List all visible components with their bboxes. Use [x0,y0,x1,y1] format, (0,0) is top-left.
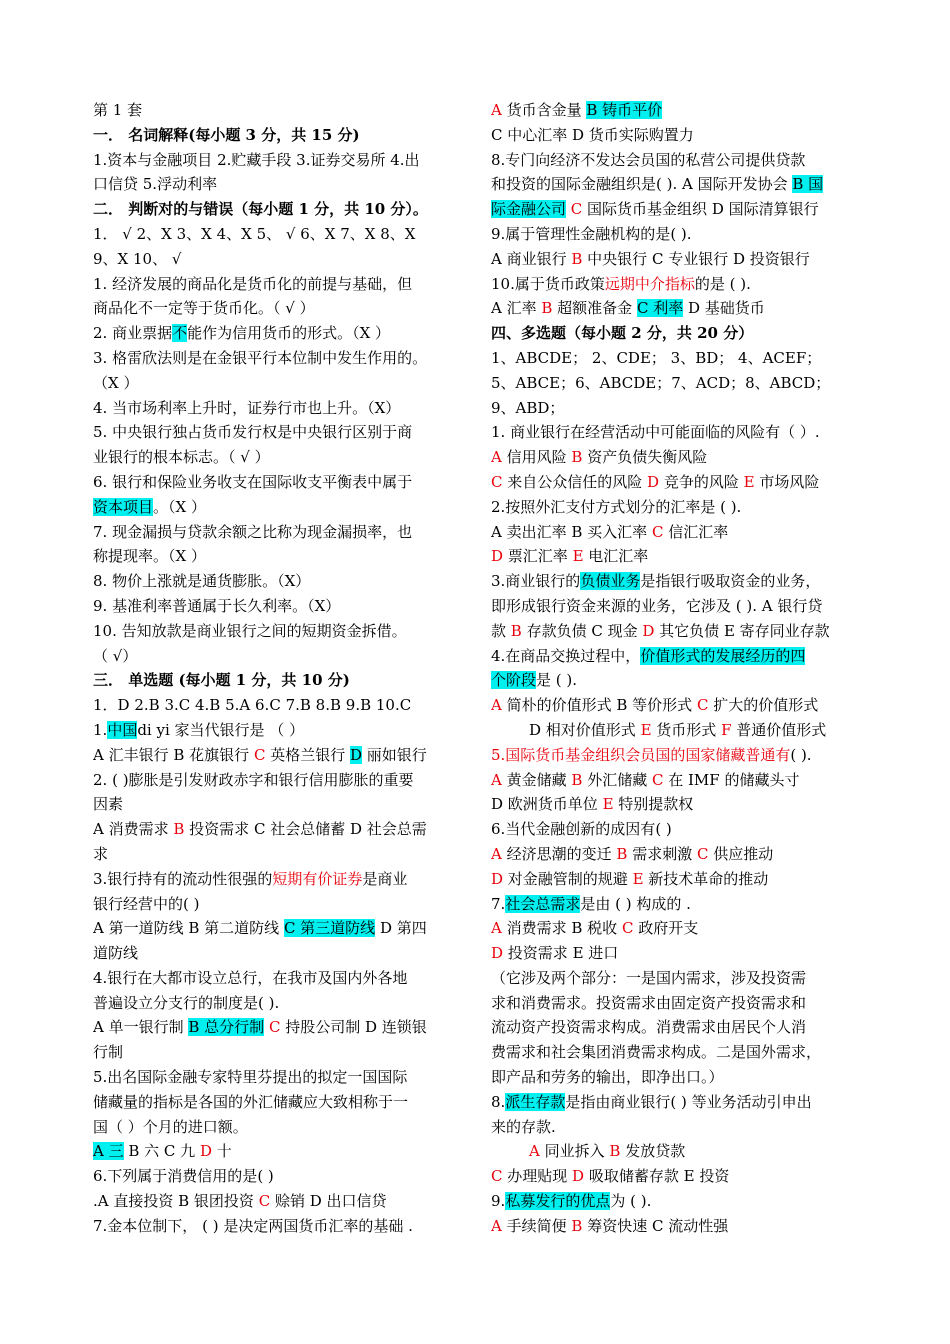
line-text: C 中心汇率 D 货币实际购置力 [491,125,694,144]
text-line [93,594,468,619]
line-text: 存款负债 C 现金 [521,621,643,640]
red-text: C [253,745,266,764]
highlighted-text: 派生存款 [505,1092,566,1111]
highlighted-text: 价值形式的发展经历的四 [640,646,806,665]
text-line [491,371,871,396]
line-text: 1. 经济发展的商品化是货币化的前提与基础，但 [93,274,413,293]
highlighted-text: 社会总需求 [505,894,581,913]
line-text: 9. [491,1192,506,1211]
text-line [93,148,468,173]
text-line [93,222,468,247]
red-text: C [696,844,709,863]
text-line [93,1164,468,1189]
line-text: 6. 银行和保险业务收支在国际收支平衡表中属于 [93,472,413,491]
text-line [93,1090,468,1115]
red-text: E [572,547,584,566]
text-line [491,668,871,693]
line-text: 4. 当市场利率上升时，证券行市也上升。（X） [93,398,401,417]
red-text: B [571,1216,583,1235]
text-line [93,1115,468,1140]
line-text: 丽如银行 [362,745,427,764]
text-line [491,247,871,272]
text-line [93,916,468,941]
red-text: A [491,101,502,119]
highlighted-text: B 总分行制 [188,1018,265,1037]
line-text: 投资需求 E 进口 [503,944,619,963]
text-line [93,321,468,346]
line-text: 因素 [93,795,124,814]
line-text: 的是 ( ). [694,274,751,293]
red-text: D [491,869,504,888]
text-line [491,594,871,619]
line-text: 是 ( ). [536,671,578,690]
text-line [93,98,468,123]
red-text: C [491,1167,503,1186]
text-line [93,867,468,892]
line-text: 10. 告知放款是商业银行之间的短期资金拆借。 [93,621,407,640]
line-text: .A 直接投资 B 银团投资 [93,1192,259,1211]
highlighted-text: 私募发行的优点 [505,1192,611,1211]
text-line [491,792,871,817]
red-text: E [743,472,755,491]
text-line [93,792,468,817]
red-text: E [640,720,652,739]
red-text: C [621,919,634,938]
text-line [93,371,468,396]
red-text: A [529,1142,540,1161]
text-line [93,718,468,743]
line-text: （X ） [93,373,139,392]
highlighted-text: B 铸币平价 [586,101,663,119]
red-text: B [609,1142,621,1161]
red-text: D [642,621,655,640]
text-line [93,644,468,669]
red-text: B [571,249,583,268]
line-text: 新技术革命的推动 [643,869,769,888]
line-text: 是商业 [362,869,408,888]
red-text: A [491,696,502,715]
text-line [491,867,871,892]
line-text: 。（X ） [153,497,206,516]
line-text: A 单一银行制 [93,1018,189,1037]
line-text: 6.下列属于消费信用的是( ) [93,1167,274,1186]
text-line [491,1015,871,1040]
line-text: 费需求和社会集团消费需求构成。二是国外需求， [491,1043,822,1062]
line-text: 5. 中央银行独占货币发行权是中央银行区别于商 [93,423,413,442]
text-line [491,569,871,594]
red-text: 远期中介指标 [604,274,695,293]
text-line [491,346,871,371]
text-line [491,743,871,768]
red-text: A [491,919,502,938]
red-text: 短期有价证券 [272,869,363,888]
line-text: A 汇丰银行 B 花旗银行 [93,745,254,764]
line-text: 其它负债 E 寄存同业存款 [654,621,830,640]
text-line [491,817,871,842]
text-line [93,768,468,793]
text-line [93,619,468,644]
line-text: 简朴的价值形式 B 等价形式 [501,696,697,715]
text-line [93,1040,468,1065]
text-line [491,272,871,297]
right-column [491,98,871,1239]
line-text: 来的存款. [491,1117,556,1136]
left-column [93,98,468,1239]
text-line [93,272,468,297]
line-text: 1． √ 2、X 3、X 4、X 5、 √ 6、X 7、X 8、X [93,224,416,243]
line-text: 8. 物价上涨就是通货膨胀。（X） [93,572,311,591]
line-text: A 卖出汇率 B 买入汇率 [491,522,652,541]
text-line [93,991,468,1016]
line-text: 3. 格雷欣法则是在金银平行本位制中发生作用的。 [93,348,428,367]
text-line [93,966,468,991]
line-text: 是由 ( ) 构成的 . [580,894,691,913]
line-text: 资产负债失衡风险 [582,448,708,467]
highlighted-text: A 三 [93,1142,124,1161]
highlighted-text: 个阶段 [491,671,537,690]
line-text: 8. [491,1092,506,1111]
highlighted-text: 负债业务 [580,572,641,591]
red-text: C [258,1192,271,1211]
line-text: 外汇储藏 [582,770,652,789]
text-line [491,396,871,421]
text-line [93,172,468,197]
line-text: 一． 名词解释(每小题 3 分，共 15 分) [93,125,360,144]
line-text: 投资需求 C 社会总储蓄 D 社会总需 [184,820,427,839]
text-line [93,346,468,371]
text-line [491,693,871,718]
line-text: 1．D 2.B 3.C 4.B 5.A 6.C 7.B 8.B 9.B 10.C [93,696,412,715]
red-text: B [541,299,553,318]
line-text: 1. [93,720,108,739]
line-text: 第 1 套 [93,101,143,119]
text-line [491,445,871,470]
line-text: 求 [93,844,109,863]
line-text: 国际货币基金组织 D 国际清算银行 [582,200,819,219]
text-line [491,222,871,247]
line-text: 能作为信用货币的形式。（X ） [187,324,391,343]
red-text: C [651,770,664,789]
red-text: B [616,844,628,863]
section-heading [93,197,468,222]
line-text: 普遍设立分支行的制度是( ). [93,993,280,1012]
line-text: 9.属于管理性金融机构的是( ). [491,224,692,243]
line-text: 5、ABCE；6、ABCDE；7、ACD；8、ABCD； [491,373,831,392]
line-text: ( ). [790,745,812,764]
line-text: 3.银行持有的流动性很强的 [93,869,273,888]
text-line [491,1164,871,1189]
line-text: 在 IMF 的储藏头寸 [663,770,800,789]
line-text: 票汇汇率 [503,547,573,566]
text-line [491,123,871,148]
text-line [491,495,871,520]
red-text: E [602,795,614,814]
text-line [491,197,871,222]
red-text: D [199,1142,212,1161]
highlighted-text: 中国 [107,720,138,739]
line-text: di yi 家当代银行是 （ ） [137,720,305,739]
red-text: A [491,448,502,467]
text-line [491,470,871,495]
line-text: D 欧洲货币单位 [491,795,603,814]
line-text: 商品化不一定等于货币化。（ √ ） [93,299,315,318]
red-text: F [721,720,732,739]
line-text: B 六 C 九 [123,1142,200,1161]
highlighted-text: 不 [172,324,188,343]
red-text: C [696,696,709,715]
text-line [93,396,468,421]
line-text: 业银行的根本标志。（ √ ） [93,448,270,467]
line-text: （ √） [93,646,138,665]
section-heading [93,668,468,693]
line-text: 四、多选题（每小题 2 分，共 20 分） [491,324,754,343]
text-line [491,842,871,867]
line-text: 三． 单选题 (每小题 1 分，共 10 分) [93,671,350,690]
text-line [491,892,871,917]
red-text: C [491,472,503,491]
line-text: 即形成银行资金来源的业务，它涉及 ( ). A 银行贷 [491,596,823,615]
line-text: 是指银行吸取资金的业务， [640,572,821,591]
line-text: 电汇汇率 [583,547,649,566]
line-text: 发放贷款 [620,1142,686,1161]
red-text: A [491,844,502,863]
line-text: 7. 现金漏损与贷款余额之比称为现金漏损率，也 [93,522,413,541]
red-text: D [491,944,504,963]
text-line [93,817,468,842]
line-text: 7. [491,894,506,913]
line-text: 信汇汇率 [663,522,729,541]
line-text: 4.在商品交换过程中， [491,646,641,665]
line-text: 5.出名国际金融专家特里芬提出的拟定一国国际 [93,1068,408,1087]
text-line [93,445,468,470]
line-text: 8.专门向经济不发达会员国的私营公司提供贷款 [491,150,806,169]
line-text: 持股公司制 D 连锁银 [280,1018,427,1037]
line-text: 1、ABCDE； 2、CDE； 3、BD； 4、ACEF； [491,348,822,367]
red-text: 5.国际货币基金组织会员国的国家储藏普通有 [491,745,791,764]
line-text: 市场风险 [754,472,820,491]
line-text: 国（ ）个月的进口额。 [93,1117,248,1136]
line-text: 扩大的价值形式 [708,696,819,715]
line-text: （它涉及两个部分：一是国内需求，涉及投资需 [491,968,807,987]
line-text: 供应推动 [708,844,774,863]
line-text: 3.商业银行的 [491,572,581,591]
line-text: 特别提款权 [613,795,694,814]
line-text: 黄金储藏 [501,770,572,789]
text-line [93,296,468,321]
text-line [491,148,871,173]
text-line [491,991,871,1016]
section-heading [93,123,468,148]
line-text: 银行经营中的( ) [93,894,200,913]
line-text: A 消费需求 [93,820,174,839]
text-line [491,98,871,123]
line-text: 2. ( )膨胀是引发财政赤字和银行信用膨胀的重要 [93,770,414,789]
text-line [93,1139,468,1164]
text-line [491,1065,871,1090]
line-text: 竞争的风险 [659,472,744,491]
line-text: A 汇率 [491,299,542,318]
text-line [491,941,871,966]
line-text: 为 ( ). [610,1192,652,1211]
text-line [491,296,871,321]
text-line [93,247,468,272]
text-line [491,916,871,941]
red-text: B [571,448,583,467]
line-text: 货币含金量 [501,101,587,119]
red-text: B [173,820,185,839]
text-line [93,743,468,768]
line-text: 吸取储蓄存款 E 投资 [584,1167,730,1186]
text-line [491,1189,871,1214]
highlighted-text: 际金融公司 [491,200,567,219]
red-text: C [570,200,583,219]
text-line [93,544,468,569]
text-line [93,1065,468,1090]
line-text: 信用风险 [501,448,572,467]
line-text: A 商业银行 [491,249,572,268]
section-heading [491,321,871,346]
line-text: 办理贴现 [502,1167,573,1186]
line-text: 政府开支 [633,919,699,938]
line-text: 9、X 10、 √ [93,249,182,268]
text-line [93,569,468,594]
line-text: 对金融管制的规避 [503,869,633,888]
highlighted-text: D [349,745,362,764]
line-text: 储藏量的指标是各国的外汇储藏应大致相称于一 [93,1092,409,1111]
text-line [93,892,468,917]
line-text: 超额准备金 [552,299,637,318]
line-text: 款 [491,621,511,640]
line-text: A 第一道防线 B 第二道防线 [93,919,284,938]
red-text: A [491,770,502,789]
text-line [93,520,468,545]
red-text: E [632,869,644,888]
text-line [491,1139,871,1164]
text-line [491,644,871,669]
line-text: 2.按照外汇支付方式划分的汇率是 ( ). [491,497,742,516]
line-text: 称提现率。（X ） [93,547,206,566]
text-line [491,1115,871,1140]
line-text: 4.银行在大都市设立总行，在我市及国内外各地 [93,968,408,987]
line-text: 流动资产投资需求构成。消费需求由居民个人消 [491,1018,807,1037]
line-text: 1.资本与金融项目 2.贮藏手段 3.证券交易所 4.出 [93,150,420,169]
line-text: 手续简便 [501,1216,572,1235]
text-line [491,1040,871,1065]
line-text: 求和消费需求。投资需求由固定资产投资需求和 [491,993,807,1012]
red-text: B [510,621,522,640]
red-text: C [651,522,664,541]
text-line [491,1214,871,1239]
red-text: D [572,1167,585,1186]
line-text: 口信贷 5.浮动利率 [93,175,218,194]
line-text: 经济思潮的变迁 [501,844,617,863]
line-text: 筹资快速 C 流动性强 [582,1216,729,1235]
line-text: D 第四 [375,919,427,938]
text-line [93,495,468,520]
highlighted-text: B 国 [792,175,824,194]
red-text: D [491,547,504,566]
text-line [93,1189,468,1214]
line-text: 即产品和劳务的输出，即净出口。） [491,1068,724,1087]
line-text: 赊销 D 出口信贷 [270,1192,387,1211]
line-text: 二． 判断对的与错误（每小题 1 分，共 10 分）。 [93,200,428,219]
line-text: 中央银行 C 专业银行 D 投资银行 [582,249,810,268]
line-text: 7.金本位制下， ( ) 是决定两国货币汇率的基础 . [93,1216,413,1235]
line-text: 1. 商业银行在经营活动中可能面临的风险有（ ）. [491,423,820,442]
text-line [491,619,871,644]
text-line [93,1015,468,1040]
text-line [93,693,468,718]
text-line [491,544,871,569]
red-text: D [647,472,660,491]
text-line [93,1214,468,1239]
line-text: 同业拆入 [539,1142,610,1161]
line-text: 行制 [93,1043,124,1062]
highlighted-text: C 利率 [636,299,684,318]
line-text: 9. 基准利率普通属于长久利率。（X） [93,596,341,615]
text-line [93,470,468,495]
red-text: C [268,1018,281,1037]
red-text: B [571,770,583,789]
line-text: 和投资的国际金融组织是( ). A 国际开发协会 [491,175,793,194]
red-text: A [491,1216,502,1235]
text-line [491,172,871,197]
text-line [491,768,871,793]
highlighted-text: C 第三道防线 [283,919,376,938]
text-line [93,941,468,966]
line-text: D 相对价值形式 [529,720,641,739]
line-text: 2. 商业票据 [93,324,173,343]
line-text: 消费需求 B 税收 [501,919,622,938]
line-text: 是指由商业银行( ) 等业务活动引申出 [565,1092,812,1111]
line-text: 英格兰银行 [265,745,350,764]
line-text: 来自公众信任的风险 [502,472,648,491]
line-text: 9、ABD； [491,398,565,417]
line-text: 需求刺激 [627,844,697,863]
line-text: 普通价值形式 [731,720,827,739]
text-line [93,420,468,445]
line-text: 道防线 [93,944,139,963]
text-line [491,420,871,445]
text-line [491,718,871,743]
line-text: 6.当代金融创新的成因有( ) [491,820,672,839]
line-text: 10.属于货币政策 [491,274,605,293]
text-line [491,520,871,545]
line-text: D 基础货币 [683,299,765,318]
text-line [491,966,871,991]
text-line [93,842,468,867]
text-line [491,1090,871,1115]
line-text: 货币形式 [651,720,722,739]
line-text: 十 [211,1142,232,1161]
highlighted-text: 资本项目 [93,497,154,516]
